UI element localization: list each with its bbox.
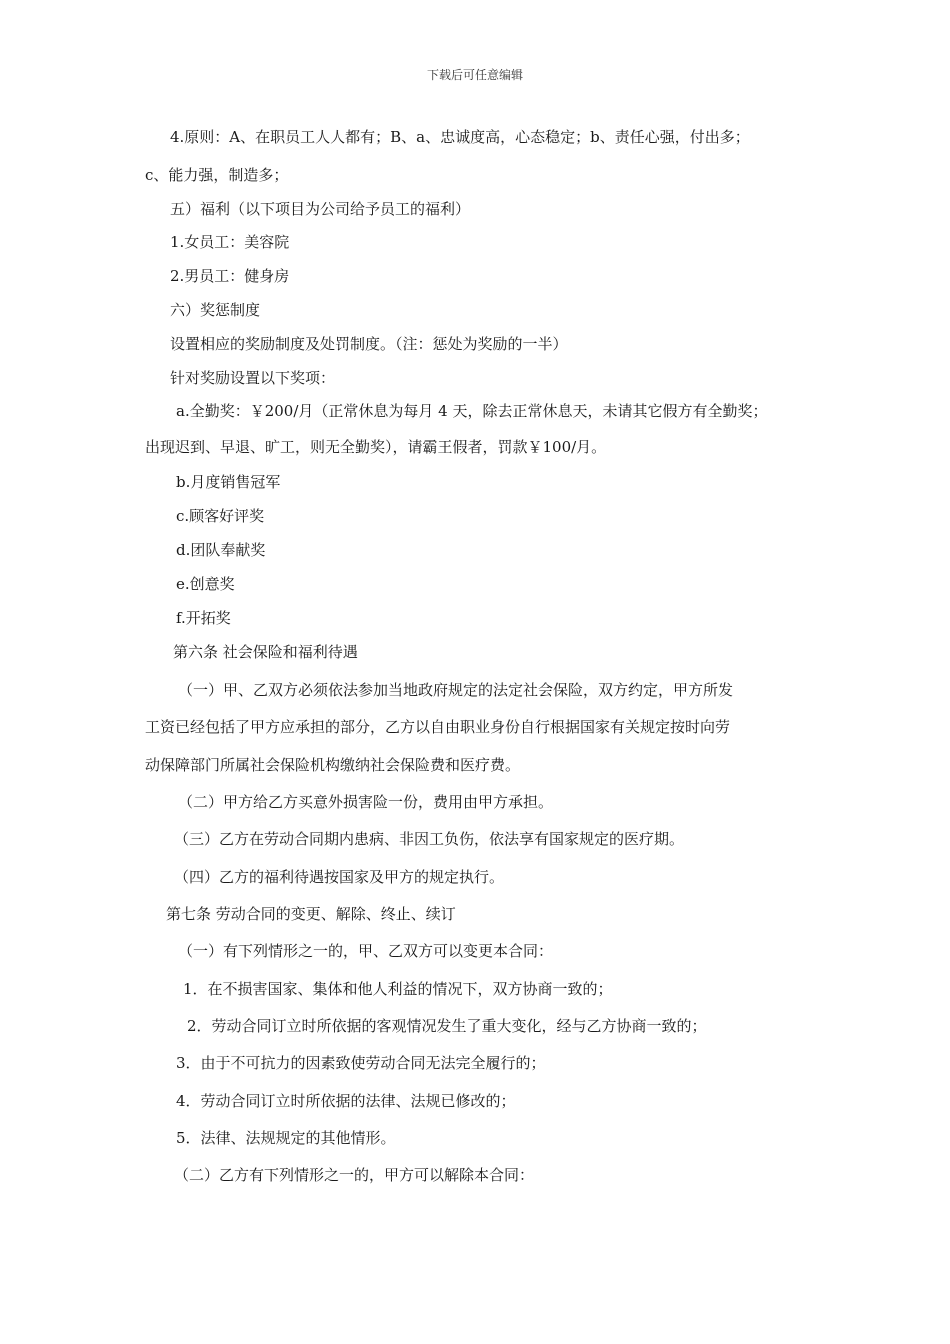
paragraph-line: （三）乙方在劳动合同期内患病、非因工负伤，依法享有国家规定的医疗期。 [174, 830, 685, 848]
paragraph-line: 出现迟到、早退、旷工，则无全勤奖），请霸王假者，罚款￥100/月。 [145, 438, 607, 456]
paragraph-line: 动保障部门所属社会保险机构缴纳社会保险费和医疗费。 [145, 756, 521, 774]
article-heading: 第六条 社会保险和福利待遇 [173, 643, 358, 661]
page-header: 下载后可任意编辑 [426, 68, 523, 82]
paragraph-line: 4.原则：A、在职员工人人都有；B、a、忠诚度高，心态稳定；b、责任心强，付出多； [170, 128, 750, 146]
list-item: d.团队奉献奖 [176, 541, 266, 559]
paragraph-line: c、能力强，制造多； [145, 166, 289, 184]
list-item: 2．劳动合同订立时所依据的客观情况发生了重大变化，经与乙方协商一致的； [187, 1017, 707, 1035]
article-heading: 第七条 劳动合同的变更、解除、终止、续订 [166, 905, 456, 923]
list-item: 3．由于不可抗力的因素致使劳动合同无法完全履行的； [176, 1054, 546, 1072]
paragraph-line: 2.男员工：健身房 [170, 267, 290, 285]
paragraph-line: a.全勤奖：￥200/月（正常休息为每月 4 天，除去正常休息天，未请其它假方有全勤奖； [176, 402, 768, 420]
paragraph-line: （一）甲、乙双方必须依法参加当地政府规定的法定社会保险，双方约定，甲方所发 [178, 681, 734, 699]
section-heading: 五）福利（以下项目为公司给予员工的福利） [170, 200, 471, 218]
list-item: b.月度销售冠军 [176, 473, 281, 491]
paragraph-line: 针对奖励设置以下奖项： [170, 369, 336, 387]
paragraph-line: （二）乙方有下列情形之一的，甲方可以解除本合同： [174, 1166, 535, 1184]
section-heading: 六）奖惩制度 [170, 301, 261, 319]
paragraph-line: （一）有下列情形之一的，甲、乙双方可以变更本合同： [178, 942, 554, 960]
list-item: f.开拓奖 [176, 609, 231, 627]
paragraph-line: （二）甲方给乙方买意外损害险一份，费用由甲方承担。 [178, 793, 554, 811]
list-item: 4．劳动合同订立时所依据的法律、法规已修改的； [176, 1092, 516, 1110]
paragraph-line: （四）乙方的福利待遇按国家及甲方的规定执行。 [174, 868, 505, 886]
list-item: c.顾客好评奖 [176, 507, 265, 525]
list-item: e.创意奖 [176, 575, 235, 593]
list-item: 5．法律、法规规定的其他情形。 [176, 1129, 396, 1147]
paragraph-line: 1.女员工：美容院 [170, 233, 290, 251]
paragraph-line: 工资已经包括了甲方应承担的部分，乙方以自由职业身份自行根据国家有关规定按时向劳 [145, 718, 731, 736]
list-item: 1．在不损害国家、集体和他人利益的情况下，双方协商一致的； [183, 980, 613, 998]
paragraph-line: 设置相应的奖励制度及处罚制度。（注：惩处为奖励的一半） [170, 335, 568, 353]
